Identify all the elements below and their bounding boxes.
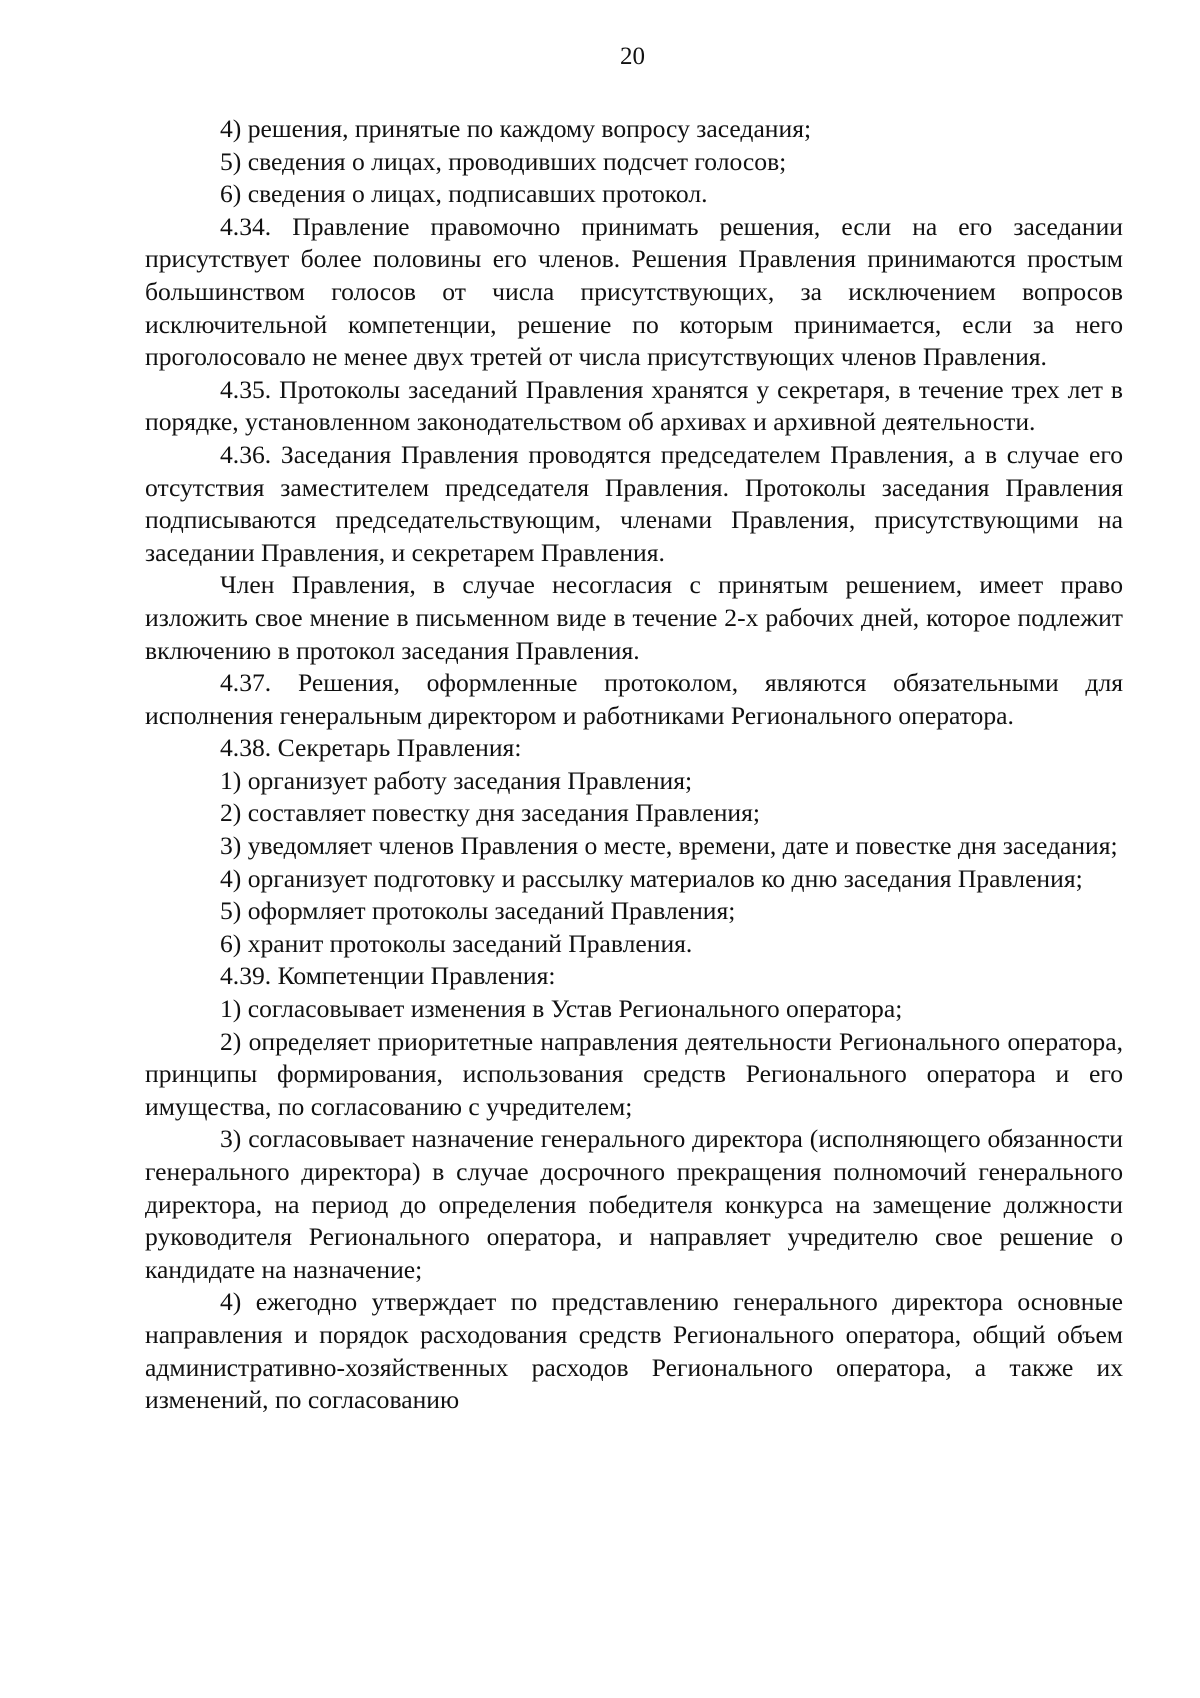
list-item-signatories: 6) сведения о лицах, подписавших протокол. bbox=[220, 179, 708, 209]
member-dissent-paragraph: Член Правления, в случае несогласия с принятым решением, имеет право изложить свое мнение в письменном виде в течение 2-х рабочих дней, которое подлежит включению в протокол заседания Правления. bbox=[145, 570, 1123, 665]
secretary-duty-1: 1) организует работу заседания Правления; bbox=[220, 765, 693, 795]
secretary-duty-6: 6) хранит протоколы заседаний Правления. bbox=[220, 928, 693, 958]
page-number: 20 bbox=[620, 43, 645, 70]
clause-4-39-heading: 4.39. Компетенции Правления: bbox=[220, 961, 556, 991]
clause-4-37: 4.37. Решения, оформленные протоколом, являются обязательными для исполнения генеральным директором и работниками Регионального оператора. bbox=[145, 668, 1123, 730]
board-competence-2: 2) определяет приоритетные направления деятельности Регионального оператора, принципы формирования, использования средств Регионального оператора и его имущества, по согласованию с учредителем; bbox=[145, 1026, 1123, 1121]
board-competence-1: 1) согласовывает изменения в Устав Регионального оператора; bbox=[220, 994, 903, 1024]
board-competence-4: 4) ежегодно утверждает по представлению генерального директора основные направления и порядок расходования средств Регионального оператора, общий объем административно-хозяйственных расходов Регионального оператора, а также их изменений, по согласованию bbox=[145, 1287, 1123, 1415]
secretary-duty-2: 2) составляет повестку дня заседания Правления; bbox=[220, 798, 760, 828]
clause-4-35: 4.35. Протоколы заседаний Правления хранятся у секретаря, в течение трех лет в порядке, установленном законодательством об архивах и архивной деятельности. bbox=[145, 374, 1123, 437]
secretary-duty-5: 5) оформляет протоколы заседаний Правления; bbox=[220, 896, 736, 926]
clause-4-38-heading: 4.38. Секретарь Правления: bbox=[220, 733, 522, 763]
clause-4-34: 4.34. Правление правомочно принимать решения, если на его заседании присутствует более половины его членов. Решения Правления принимаются простым большинством голосов от числа присутствующих, за исключением вопросов исключительной компетенции, решение по которым принимается, если за него проголосовало не менее двух третей от числа присутствующих членов Правления. bbox=[145, 211, 1123, 372]
list-item-vote-counters: 5) сведения о лицах, проводивших подсчет голосов; bbox=[220, 146, 787, 176]
list-item-decisions: 4) решения, принятые по каждому вопросу заседания; bbox=[220, 114, 812, 143]
secretary-duty-4: 4) организует подготовку и рассылку материалов ко дню заседания Правления; bbox=[220, 863, 1083, 893]
secretary-duty-3: 3) уведомляет членов Правления о месте, времени, дате и повестке дня заседания; bbox=[220, 831, 1118, 861]
clause-4-36: 4.36. Заседания Правления проводятся председателем Правления, а в случае его отсутствия заместителем председателя Правления. Протоколы заседания Правления подписываются председательствующим, членами Правления, присутствующими на заседании Правления, и секретарем Правления. bbox=[145, 439, 1123, 567]
document-body bbox=[145, 113, 1123, 1417]
board-competence-3: 3) согласовывает назначение генерального директора (исполняющего обязанности генерального директора) в случае досрочного прекращения полномочий генерального директора, на период до определения победителя конкурса на замещение должности руководителя Регионального оператора, и направляет учредителю свое решение о кандидате на назначение; bbox=[145, 1124, 1123, 1284]
